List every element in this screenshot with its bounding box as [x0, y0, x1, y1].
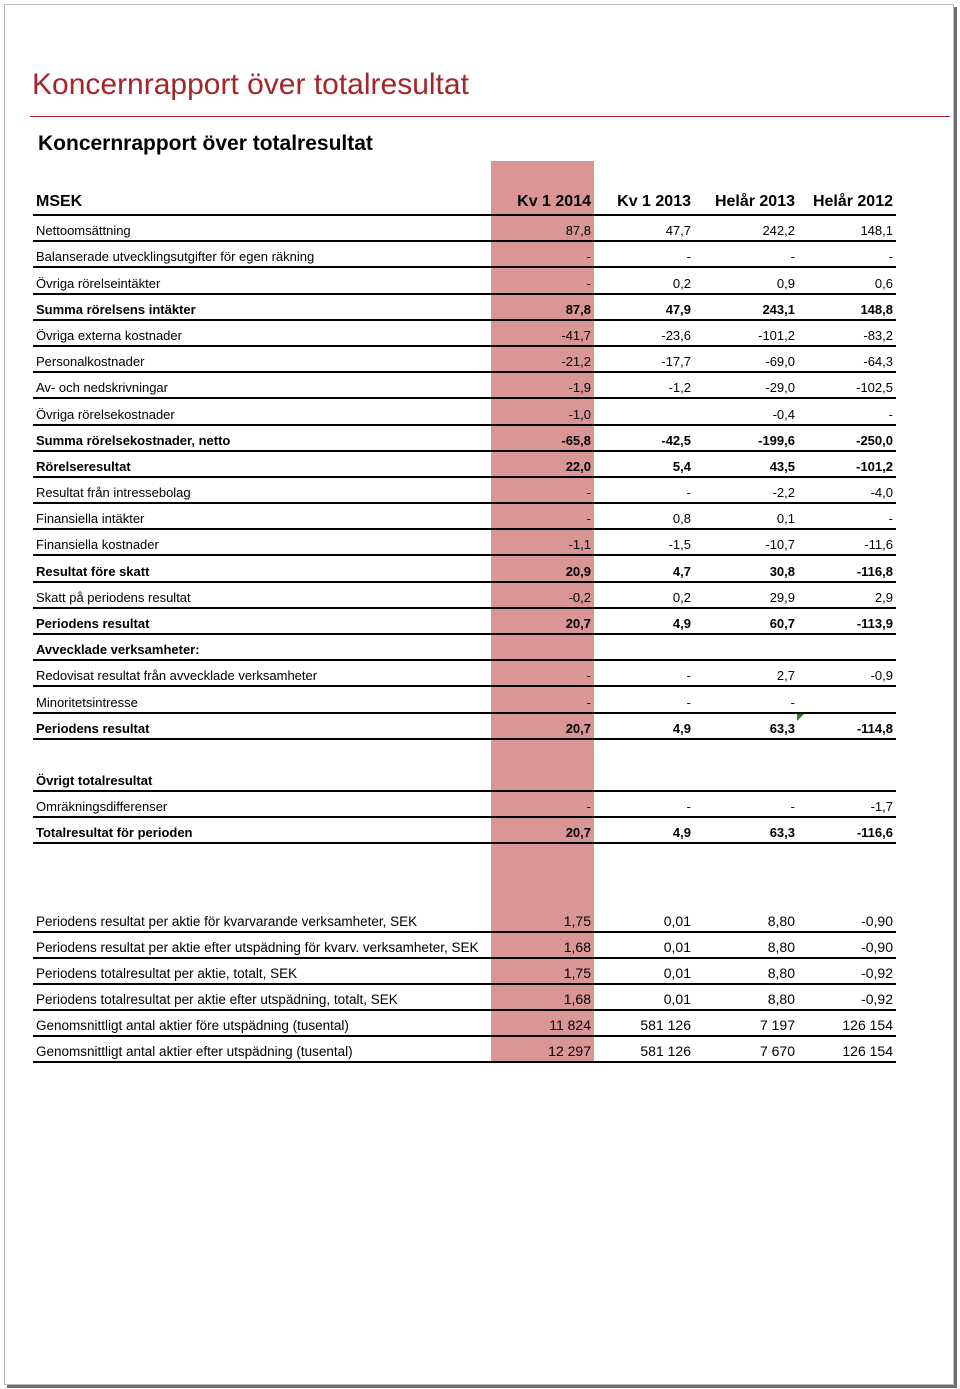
row-value: 0,2 — [672, 589, 691, 605]
row-value: 8,80 — [767, 991, 795, 1008]
row-value: -1,2 — [668, 380, 691, 396]
row-spacer — [33, 844, 896, 906]
row-value: 8,80 — [767, 912, 795, 929]
row-value: - — [586, 275, 591, 291]
table-row — [33, 959, 896, 985]
table-row — [33, 268, 896, 294]
row-value: -199,6 — [758, 432, 795, 448]
row-value: -2,2 — [772, 485, 795, 501]
row-value: 22,0 — [565, 458, 591, 474]
table-row — [33, 530, 896, 556]
row-value: -1,0 — [568, 406, 591, 422]
row-value: 4,9 — [672, 825, 691, 841]
income-statement-table — [33, 188, 896, 1063]
row-value: 2,9 — [874, 589, 893, 605]
row-value: 20,7 — [565, 825, 591, 841]
row-value: 11 824 — [549, 1017, 591, 1034]
row-value: 1,68 — [563, 991, 591, 1008]
row-label: Balanserade utvecklingsutgifter för egen räkning — [36, 249, 315, 265]
row-value: -42,5 — [661, 432, 691, 448]
table-row — [33, 321, 896, 347]
row-value: - — [586, 511, 591, 527]
table-row — [33, 906, 896, 932]
row-value: 0,9 — [776, 275, 795, 291]
row-value: 20,7 — [565, 720, 591, 736]
table-row — [33, 661, 896, 687]
row-label: Övriga externa kostnader — [36, 327, 182, 343]
row-label: Minoritetsintresse — [36, 694, 138, 710]
header-kv1-2013: Kv 1 2013 — [617, 193, 691, 210]
row-label: Genomsnittligt antal aktier före utspädning (tusental) — [36, 1018, 349, 1034]
table-row — [33, 714, 896, 740]
row-value: - — [586, 668, 591, 684]
row-label: Periodens resultat per aktie för kvarvarande verksamheter, SEK — [36, 913, 418, 929]
row-value: 7 197 — [759, 1017, 795, 1034]
row-value: - — [686, 668, 691, 684]
row-value: 47,9 — [665, 301, 691, 317]
row-label: Totalresultat för perioden — [36, 825, 193, 841]
row-label: Övrigt totalresultat — [36, 772, 153, 788]
row-value: -0,90 — [861, 938, 893, 955]
row-value: -0,4 — [772, 406, 795, 422]
row-value: 20,7 — [565, 616, 591, 631]
table-row — [33, 1011, 896, 1037]
row-value: - — [686, 694, 691, 710]
row-value: 4,9 — [672, 616, 691, 631]
row-value: - — [888, 249, 893, 265]
row-value: 29,9 — [769, 589, 795, 605]
row-value: 0,8 — [672, 511, 691, 527]
table-row — [33, 452, 896, 478]
row-value: -1,7 — [870, 799, 893, 815]
table-row — [33, 242, 896, 268]
row-label: Övriga rörelseintäkter — [36, 275, 161, 291]
row-value: -0,90 — [861, 912, 893, 929]
row-value: 12 297 — [548, 1043, 591, 1060]
row-value: -0,92 — [861, 964, 893, 981]
row-value: 63,3 — [769, 825, 795, 841]
row-value: -102,5 — [856, 380, 893, 396]
table-header — [33, 188, 896, 216]
row-value: 1,75 — [563, 912, 591, 929]
row-value: 30,8 — [769, 563, 795, 579]
row-value: - — [790, 694, 795, 710]
row-label: Av- och nedskrivningar — [36, 380, 168, 396]
row-value: 0,01 — [663, 938, 691, 955]
row-label: Övriga rörelsekostnader — [36, 406, 175, 422]
row-value: - — [586, 249, 591, 265]
row-label: Periodens resultat — [36, 616, 150, 631]
row-value: 0,01 — [663, 991, 691, 1008]
table-row — [33, 933, 896, 959]
row-value: 4,7 — [672, 563, 691, 579]
row-value: -64,3 — [863, 354, 893, 370]
row-label: Nettoomsättning — [36, 223, 131, 239]
row-value: -69,0 — [765, 354, 795, 370]
row-label: Redovisat resultat från avvecklade verksamheter — [36, 668, 318, 684]
row-value: 243,1 — [762, 301, 795, 317]
row-label: Rörelseresultat — [36, 458, 131, 474]
row-value: - — [888, 511, 893, 527]
row-value: -0,2 — [568, 589, 591, 605]
row-value: -0,92 — [861, 991, 893, 1008]
table-row — [33, 426, 896, 452]
row-value: - — [790, 799, 795, 815]
table-row — [33, 818, 896, 844]
table-row — [33, 399, 896, 425]
row-value: 0,01 — [663, 964, 691, 981]
row-value: 7 670 — [759, 1043, 795, 1060]
row-value: -113,9 — [856, 616, 893, 631]
row-value: 8,80 — [767, 938, 795, 955]
row-value: 43,5 — [769, 458, 795, 474]
row-label: Resultat före skatt — [36, 563, 150, 579]
row-label: Genomsnittligt antal aktier efter utspädning (tusental) — [36, 1044, 353, 1060]
row-value: 148,8 — [860, 301, 893, 317]
row-value: -1,5 — [668, 537, 691, 553]
table-row — [33, 635, 896, 661]
row-value: 87,8 — [565, 223, 591, 239]
row-label: Summa rörelsens intäkter — [36, 301, 196, 317]
row-value: 126 154 — [842, 1043, 893, 1060]
row-value: -250,0 — [856, 432, 893, 448]
row-value: -101,2 — [856, 458, 893, 474]
row-value: 581 126 — [640, 1017, 691, 1034]
row-value: 2,7 — [776, 668, 795, 684]
row-value: - — [686, 485, 691, 501]
table-row — [33, 295, 896, 321]
header-label: MSEK — [36, 193, 83, 210]
row-value: 87,8 — [565, 301, 591, 317]
table-row — [33, 347, 896, 373]
row-value: - — [586, 694, 591, 710]
row-value: -23,6 — [661, 327, 691, 343]
row-value: - — [686, 249, 691, 265]
row-value: 1,75 — [563, 964, 591, 981]
report-title: Koncernrapport över totalresultat — [38, 132, 373, 155]
table-row — [33, 609, 896, 635]
row-label: Periodens totalresultat per aktie efter utspädning, totalt, SEK — [36, 992, 398, 1008]
table-row — [33, 1037, 896, 1063]
row-label: Skatt på periodens resultat — [36, 589, 191, 605]
row-value: - — [586, 485, 591, 501]
row-label: Periodens resultat — [36, 720, 150, 736]
row-value: -41,7 — [561, 327, 591, 343]
row-value: 47,7 — [665, 223, 691, 239]
row-value: -101,2 — [758, 327, 795, 343]
row-value: -1,1 — [568, 537, 591, 553]
row-label: Avvecklade verksamheter: — [36, 642, 200, 658]
table-row — [33, 583, 896, 609]
row-label: Summa rörelsekostnader, netto — [36, 432, 231, 448]
row-value: -21,2 — [561, 354, 591, 370]
row-value: - — [888, 406, 893, 422]
header-helar-2012: Helår 2012 — [812, 193, 893, 210]
table-row — [33, 985, 896, 1011]
table-row — [33, 478, 896, 504]
row-value: -4,0 — [870, 485, 893, 501]
header-helar-2013: Helår 2013 — [714, 193, 795, 210]
row-value: -116,8 — [856, 563, 893, 579]
row-value: 1,68 — [563, 938, 591, 955]
row-value: -1,9 — [568, 380, 591, 396]
row-value: 0,1 — [776, 511, 795, 527]
page-title: Koncernrapport över totalresultat — [32, 68, 469, 101]
table-row — [33, 766, 896, 792]
row-value: 63,3 — [769, 720, 795, 736]
row-value: 4,9 — [672, 720, 691, 736]
row-value: -17,7 — [661, 354, 691, 370]
table-row — [33, 216, 896, 242]
row-value: -29,0 — [765, 380, 795, 396]
row-label: Personalkostnader — [36, 354, 145, 370]
title-divider — [30, 116, 950, 117]
row-value: -0,9 — [870, 668, 893, 684]
table-row — [33, 792, 896, 818]
row-label: Omräkningsdifferenser — [36, 799, 168, 815]
table-row — [33, 504, 896, 530]
table-row — [33, 556, 896, 582]
table-row — [33, 687, 896, 713]
row-value: 0,2 — [672, 275, 691, 291]
row-value: 0,01 — [663, 912, 691, 929]
row-value: -11,6 — [864, 537, 893, 553]
row-label: Periodens totalresultat per aktie, totalt, SEK — [36, 965, 298, 981]
row-value: -114,8 — [856, 720, 893, 736]
table-row — [33, 373, 896, 399]
row-value: 126 154 — [842, 1017, 893, 1034]
row-value: 5,4 — [672, 458, 691, 474]
row-label: Resultat från intressebolag — [36, 485, 191, 501]
row-value: - — [586, 799, 591, 815]
row-value: 60,7 — [769, 616, 795, 631]
row-value: -65,8 — [561, 432, 591, 448]
row-label: Finansiella intäkter — [36, 511, 145, 527]
row-label: Periodens resultat per aktie efter utspädning för kvarv. verksamheter, SEK — [36, 939, 479, 955]
row-value: -116,6 — [856, 825, 893, 841]
row-label: Finansiella kostnader — [36, 537, 159, 553]
row-value: - — [686, 799, 691, 815]
row-value: - — [790, 249, 795, 265]
row-spacer — [33, 740, 896, 766]
header-kv1-2014: Kv 1 2014 — [517, 193, 591, 210]
row-value: 8,80 — [767, 964, 795, 981]
row-value: 0,6 — [874, 275, 893, 291]
row-value: 581 126 — [640, 1043, 691, 1060]
row-value: 20,9 — [565, 563, 591, 579]
row-value: -10,7 — [765, 537, 795, 553]
row-value: 242,2 — [762, 223, 795, 239]
row-value: -83,2 — [863, 327, 893, 343]
row-value: 148,1 — [860, 223, 893, 239]
